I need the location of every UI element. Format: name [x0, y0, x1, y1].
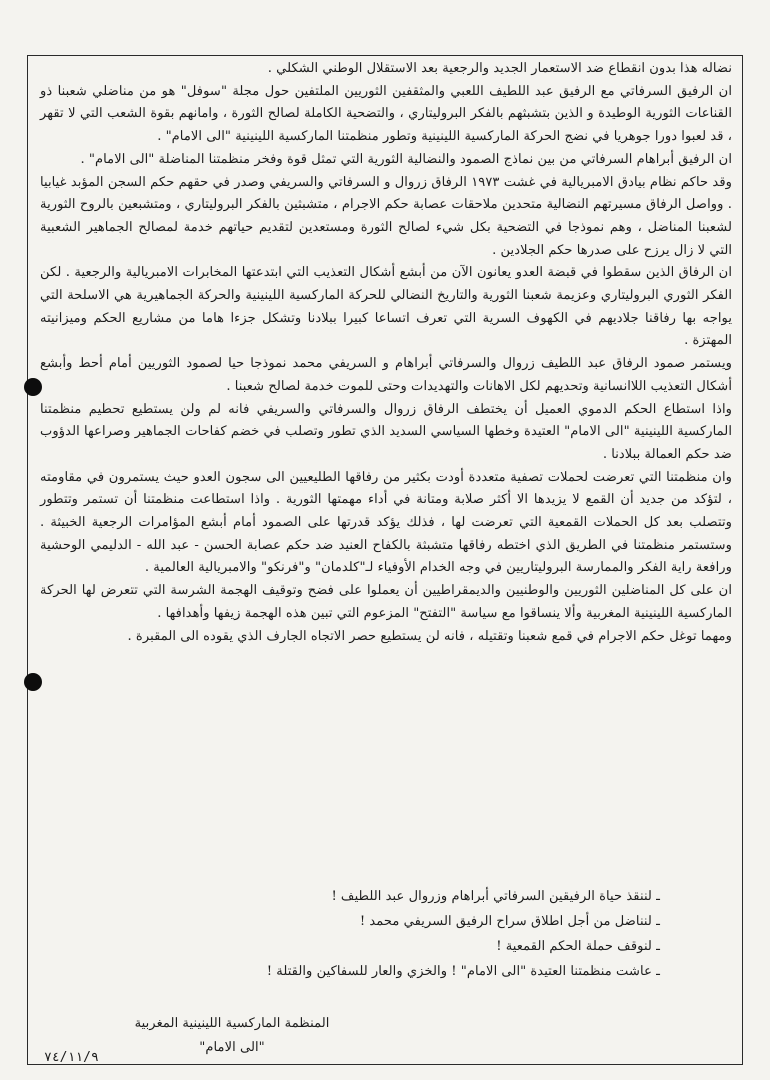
- paragraph-3: ان الرفيق أبراهام السرفاتي من بين نماذج الصمود والنضالية الثورية التي تمثل قوة وفخر منظمتنا المناضلة "الى الامام" .: [80, 151, 732, 167]
- paragraph-4: وقد حاكم نظام بيادق الامبريالية في غشت ١٩٧٣ الرفاق زروال و السرفاتي والسريفي وصدر في حقهم حكم السجن المؤبد غيابيا . وواصل الرفاق مسيرتهم النضالية متحدين ملاحقات عصابة حكم الاجرام ، متشبثين بالفكر البروليتاري ، ومتشبعين بالروح الثورية لشعبنا المناضل ، وهم نموذجا في التضحية بكل شيء لصالح الثورة ومستعدين لتقديم حياتهم خدمة لمصالح الجماهير الشعبية التي لا زال يرزح على صدرها حكم الجلادين .: [40, 174, 733, 258]
- signature-organization: المنظمة الماركسية اللينينية المغربية: [134, 1016, 330, 1031]
- slogan-4: ـ عاشت منظمتنا العتيدة "الى الامام" ! والخزي والعار للسفاكين والقتلة !: [266, 964, 660, 979]
- paragraph-2: ان الرفيق السرفاتي مع الرفيق عبد اللطيف اللعبي والمثقفين الثوريين الملتفين حول مجلة "سوفل" هو من مناضلي شعبنا ذو القناعات الثورية الوطيدة و الذين بتشبثهم بالفكر البروليتاري ، والتضحية الكاملة لصالح الثورة ، وامانهم بقوة الشعب التي لا تقهر ، قد لعبوا دورا جوهريا في نضج الحركة الماركسية اللينينية وتطور منظمتنا الماركسية اللينينية "الى الامام" .: [40, 83, 732, 145]
- signature-block: [112, 1012, 352, 1060]
- paragraph-8: وان منظمتنا التي تعرضت لحملات تصفية متعددة أودت بكثير من رفاقها الطليعيين الى سجون العدو حيث يستمرون في مقاومته ، لتؤكد من جديد أن القمع لا يزيدها الا أكثر صلابة ومتانة في أداء مهمتها الثورية . واذا استطاعت منظمتنا أن تستمر وتتطور وتتصلب بعد كل الحملات القمعية التي تعرضت لها ، فذلك يؤكد قدرتها على الصمود أمام أبشع المؤامرات الرجعية الخبيثة . وستستمر منظمتنا في الطريق الذي اختطه رفاقها متشبثة بالكفاح العنيد ضد حكم عصابة الحسن - عبد الله - الدليمي الوحشية ورافعة راية الفكر والممارسة البروليتاريين في وجه الخدام الأوفياء لـ"كلدمان" و"فرنكو" والامبريالية العالمية .: [40, 469, 732, 576]
- punch-hole-bottom: [24, 673, 42, 691]
- slogan-3: ـ لنوقف حملة الحكم القمعية !: [496, 939, 660, 954]
- paragraph-9: ان على كل المناضلين الثوريين والوطنيين والديمقراطيين أن يعملوا على فضح وتوقيف الهجمة الشرسة التي تتعرض لها الحركة الماركسية اللينينية المغربية وألا ينساقوا مع سياسة "التفتح" المزعوم التي تبين هذه الهجمة زيفها وأهدافها .: [40, 583, 732, 621]
- paragraph-5: ان الرفاق الذين سقطوا في قبضة العدو يعانون الآن من أبشع أشكال التعذيب التي ابتدعتها المخابرات الامبريالية والرجعية . لكن الفكر الثوري البروليتاري وعزيمة شعبنا الثورية والتاريخ النضالي للحركة الماركسية اللينينية والحركة الجماهيرية هي الاسلحة التي يواجه بها رفاقنا جلاديهم في الكهوف السرية التي تعرف اتساعا كبيرا ببلادنا وتشكل جزءا هاما من مشاريع الحكم وميزانيته المهتزة .: [40, 265, 732, 349]
- letter-body: [40, 58, 732, 648]
- paragraph-6: ويستمر صمود الرفاق عبد اللطيف زروال والسرفاتي أبراهام و السريفي محمد نموذجا حيا لصمود الثوريين أمام أحط وأبشع أشكال التعذيب اللاانسانية وتحديهم لكل الاهانات والتهديدات وحتى للموت خدمة لصالح شعبنا .: [40, 356, 732, 394]
- slogan-2: ـ لنناضل من أجل اطلاق سراح الرفيق السريفي محمد !: [359, 914, 660, 929]
- signature-name: "الى الامام": [199, 1040, 265, 1055]
- slogans-list: [60, 884, 660, 984]
- paragraph-10: ومهما توغل حكم الاجرام في قمع شعبنا وتقتيله ، فانه لن يستطيع حصر الاتجاه الجارف الذي يقوده الى المقبرة .: [127, 628, 732, 644]
- paragraph-1: نضاله هذا بدون انقطاع ضد الاستعمار الجديد والرجعية بعد الاستقلال الوطني الشكلي .: [267, 61, 732, 76]
- slogan-1: ـ لننقذ حياة الرفيقين السرفاتي أبراهام وزروال عبد اللطيف !: [331, 889, 660, 904]
- document-date: ٧٤/١١/٩: [44, 1050, 99, 1065]
- paragraph-7: واذا استطاع الحكم الدموي العميل أن يختطف الرفاق زروال والسرفاتي والسريفي فانه لم ولن يستطيع تحطيم منظمتنا الماركسية اللينينية "الى الامام" العتيدة وخطها السياسي السديد الذي تطور وتصلب في خضم كفاحات الجماهير وصراعها الدؤوب ضد حكم العمالة ببلادنا .: [40, 401, 732, 462]
